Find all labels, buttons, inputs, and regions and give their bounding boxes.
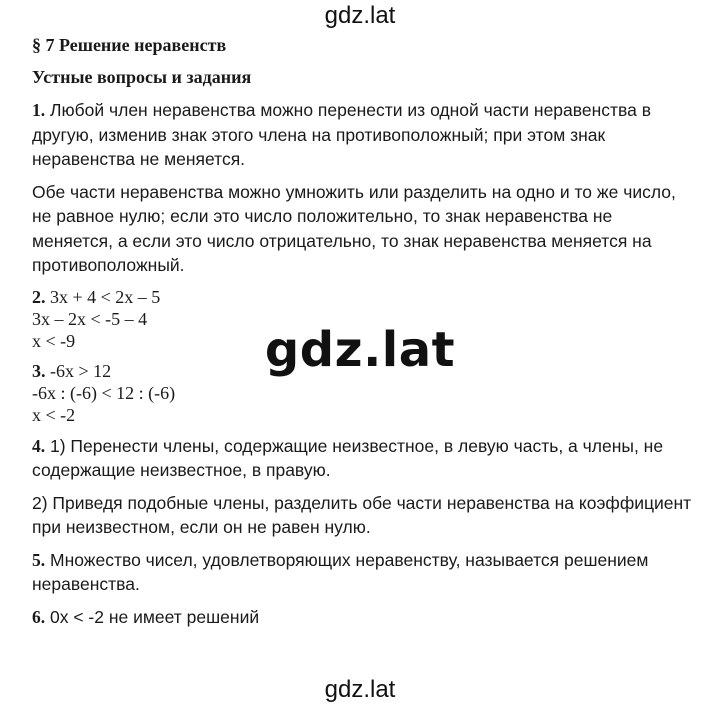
answer-3-line-1-text: -6x > 12 xyxy=(45,360,112,381)
answer-2 xyxy=(32,286,692,352)
answer-2-line-3: x < -9 xyxy=(32,330,76,351)
answer-2-line-1-text: 3x + 4 < 2x – 5 xyxy=(45,286,161,307)
answer-5-number: 5. xyxy=(32,549,46,570)
answer-4-part-1 xyxy=(32,434,692,483)
answer-3-line-2: -6x : (-6) < 12 : (-6) xyxy=(32,382,176,403)
answer-6-text: 0x < -2 не имеет решений xyxy=(45,606,260,627)
answer-5-text: Множество чисел, удовлетворяющих неравенству, называется решением неравенства. xyxy=(32,549,649,594)
answer-1-text: Любой член неравенства можно перенести из одной части неравенства в другую, изменив знак этого члена на противоположный; при этом знак неравенства не меняется. xyxy=(32,100,652,169)
section-title: § 7 Решение неравенств xyxy=(32,35,227,55)
subsection-title: Устные вопросы и задания xyxy=(32,67,252,87)
answer-1-part-1 xyxy=(32,98,692,172)
answer-3 xyxy=(32,360,692,426)
answer-6 xyxy=(32,605,692,630)
watermark-center: gdz.lat xyxy=(264,322,456,378)
answer-3-line-1 xyxy=(32,360,692,382)
watermark-bottom: gdz.lat xyxy=(324,676,396,703)
answer-1-part-2: Обе части неравенства можно умножить или разделить на одно и то же число, не равное нулю; если это число положительно, то знак неравенства не меняется, а если это число отрицательно, то знак неравенства меняется на противоположный. xyxy=(32,181,676,275)
answer-4-text: 1) Перенести члены, содержащие неизвестное, в левую часть, а члены, не содержащие неизвестное, в правую. xyxy=(32,435,664,480)
answer-3-line-3: x < -2 xyxy=(32,404,76,425)
answer-1-number: 1. xyxy=(32,100,46,120)
answer-6-number: 6. xyxy=(32,606,46,627)
answer-3-number: 3. xyxy=(32,360,46,381)
answer-5 xyxy=(32,548,692,597)
watermark-top: gdz.lat xyxy=(324,2,396,29)
answer-2-line-1 xyxy=(32,286,692,308)
answer-4-part-2: 2) Приведя подобные члены, разделить обе части неравенства на коэффициент при неизвестном, если он не равен нулю. xyxy=(32,492,692,537)
answer-2-number: 2. xyxy=(32,286,46,307)
answer-2-line-2: 3x – 2x < -5 – 4 xyxy=(32,308,148,329)
answer-4-number: 4. xyxy=(32,435,46,456)
document-body xyxy=(32,34,692,637)
